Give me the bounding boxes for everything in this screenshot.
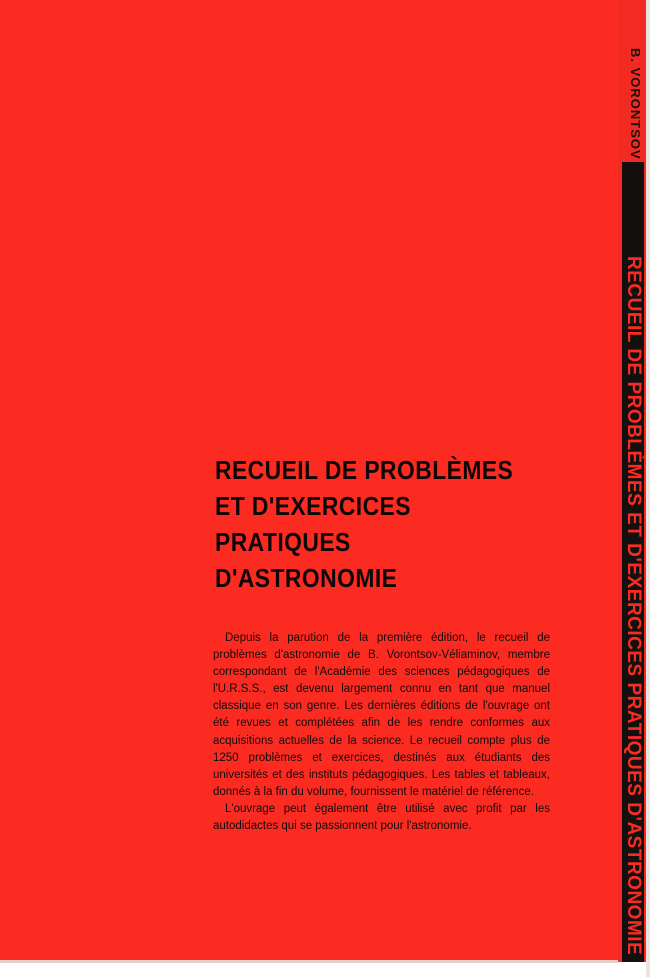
spine xyxy=(618,0,646,962)
blurb-paragraph: Depuis la parution de la première édition, le recueil de problèmes d'astronomie de B. Vorontsov-Véliaminov, membre correspondant de l'Académie des sciences pédagogiques de l'U.R.S.S., est devenu largement connu en tant que manuel classique en son genre. Les dernières éditions de l'ouvrage ont été revues et complétées afin de les rendre conformes aux acquisitions actuelles de la science. Le recueil compte plus de 1250 problèmes et exercices, destinés aux étudiants des universités et des instituts pédagogiques. Les tables et tableaux, donnés à la fin du volume, fournissent le matériel de référence. xyxy=(213,632,550,798)
title-line: PRATIQUES xyxy=(215,527,351,557)
spine-title: RECUEIL DE PROBLÈMES ET D'EXERCICES PRATIQUES D'ASTRONOMIE xyxy=(623,255,644,955)
title-line: D'ASTRONOMIE xyxy=(215,563,398,593)
book-title xyxy=(215,452,532,596)
blurb-paragraph: L'ouvrage peut également être utilisé avec profit par les autodidactes qui se passionnent pour l'astronomie. xyxy=(213,802,550,833)
blurb xyxy=(213,630,550,835)
spine-author: B. VORONTSOV xyxy=(628,48,643,160)
page-edge xyxy=(646,0,650,977)
title-line: RECUEIL DE PROBLÈMES xyxy=(215,455,514,485)
title-line: ET D'EXERCICES xyxy=(215,491,411,521)
